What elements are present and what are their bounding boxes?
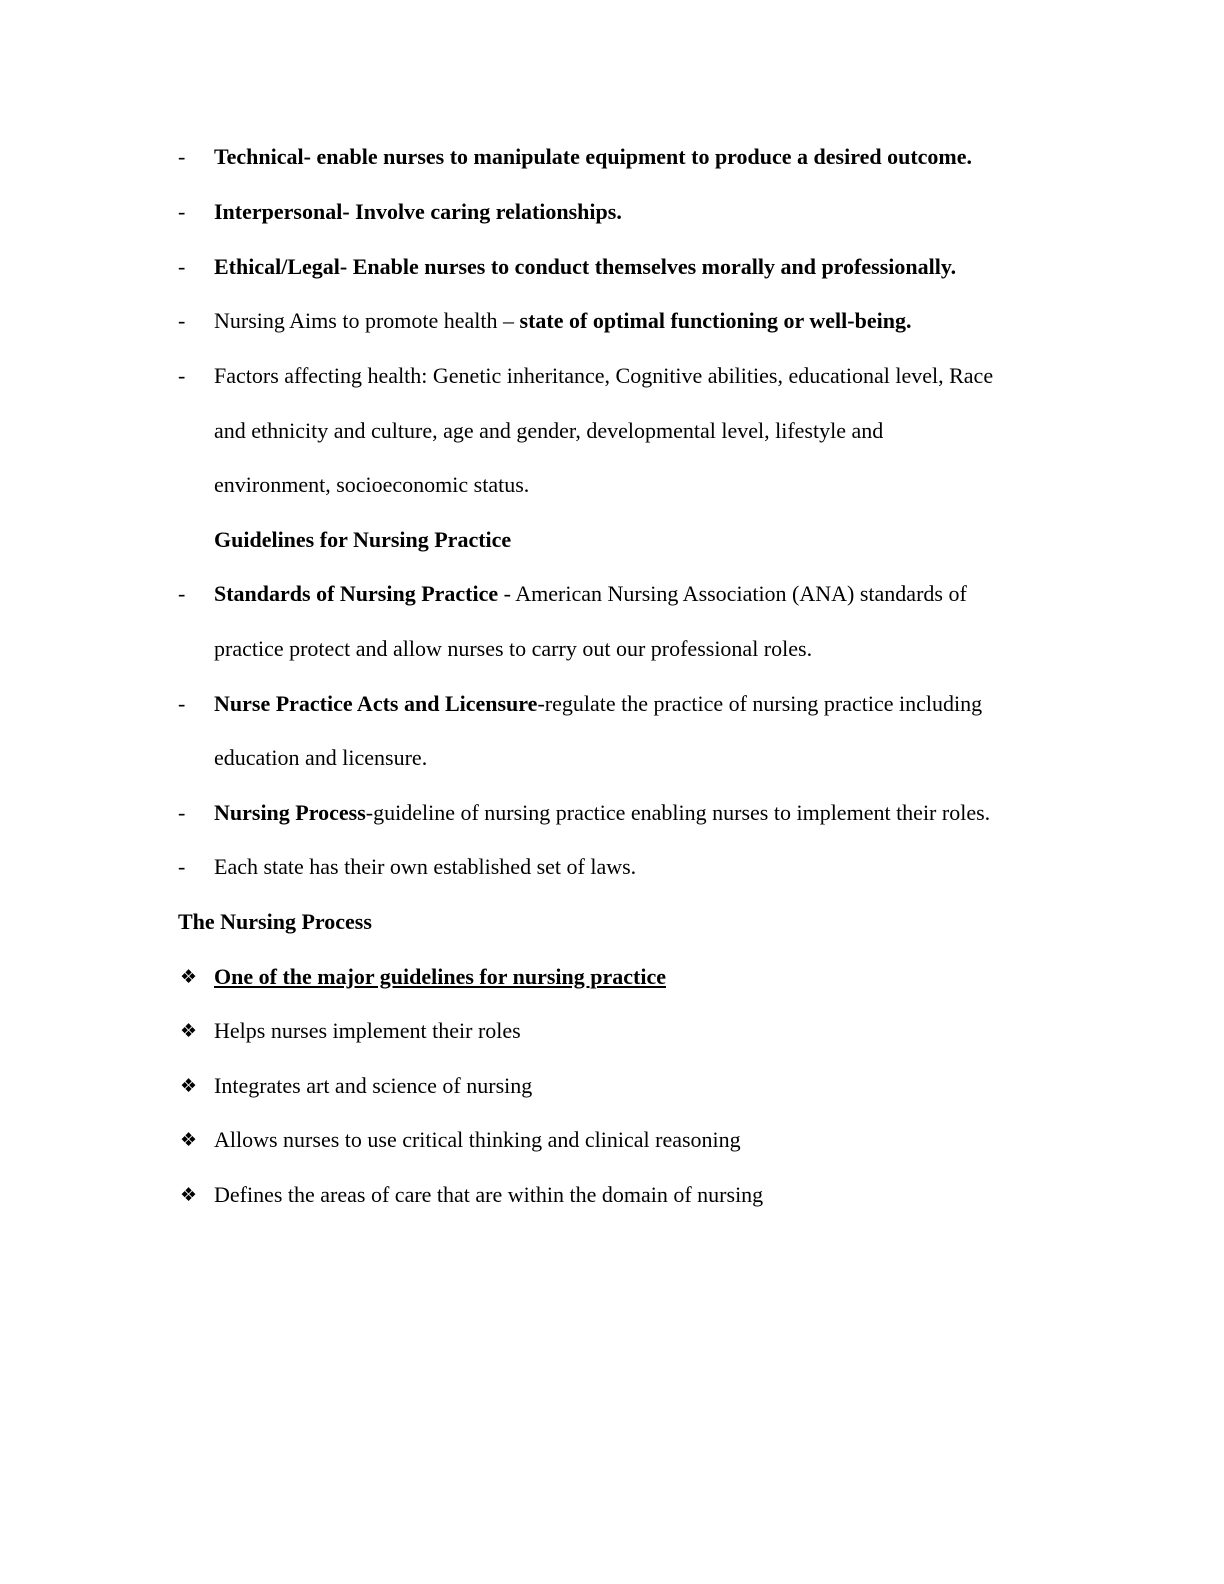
process-item-major-guideline-text: One of the major guidelines for nursing practice [214,964,666,989]
health-factors-line-2: and ethnicity and culture, age and gender, developmental level, lifestyle and [214,418,884,443]
standards-item-line-2: practice protect and allow nurses to carry out our professional roles. [214,636,813,661]
guidelines-heading-text: Guidelines for Nursing Practice [214,527,512,552]
practice-acts-item-line-2: education and licensure. [214,745,428,770]
dash-bullet: - [178,254,186,279]
practice-acts-item [214,690,982,718]
dash-bullet: - [178,854,186,879]
skill-ethical-legal [214,253,956,281]
process-item: Helps nurses implement their roles [214,1018,521,1043]
dash-bullet: - [178,199,186,224]
nursing-aims-plain: Nursing Aims to promote health – [214,308,520,333]
standards-item [214,580,967,608]
dash-bullet: - [178,144,186,169]
diamond-bullet-icon: ❖ [180,1020,198,1042]
diamond-bullet-icon: ❖ [180,1075,198,1097]
nursing-aims-bold: state of optimal functioning or well-being. [519,308,912,333]
health-factors-line-3: environment, socioeconomic status. [214,472,530,497]
skill-ethical-legal-text: Ethical/Legal- Enable nurses to conduct themselves morally and professionally. [214,254,957,279]
diamond-bullet-icon: ❖ [180,1129,198,1151]
process-item: Allows nurses to use critical thinking and clinical reasoning [214,1127,741,1152]
diamond-bullet-icon: ❖ [180,966,198,988]
standards-description: - American Nursing Association (ANA) standards of [498,581,967,606]
nursing-process-description: -guideline of nursing practice enabling nurses to implement their roles. [365,800,991,825]
nursing-process-heading [178,908,372,936]
dash-bullet: - [178,581,186,606]
dash-bullet: - [178,363,186,388]
guidelines-heading [214,526,511,554]
dash-bullet: - [178,308,186,333]
process-item: Defines the areas of care that are within the domain of nursing [214,1182,764,1207]
skill-technical [214,143,972,171]
nursing-process-title: Nursing Process [214,800,366,825]
nursing-process-heading-text: The Nursing Process [178,909,372,934]
practice-acts-description: -regulate the practice of nursing practice including [537,691,983,716]
process-item: Integrates art and science of nursing [214,1073,533,1098]
health-factors-line-1: Factors affecting health: Genetic inheritance, Cognitive abilities, educational level, Race [214,363,994,388]
dash-bullet: - [178,691,186,716]
skill-interpersonal-text: Interpersonal- Involve caring relationships. [214,199,622,224]
dash-bullet: - [178,800,186,825]
practice-acts-title: Nurse Practice Acts and Licensure [214,691,538,716]
skill-technical-text: Technical- enable nurses to manipulate equipment to produce a desired outcome. [214,144,973,169]
state-laws-item: Each state has their own established set of laws. [214,854,637,879]
process-item-major-guideline [214,963,666,991]
skill-interpersonal [214,198,622,226]
nursing-aims [214,307,911,335]
diamond-bullet-icon: ❖ [180,1184,198,1206]
nursing-process-item [214,799,990,827]
standards-title: Standards of Nursing Practice [214,581,499,606]
